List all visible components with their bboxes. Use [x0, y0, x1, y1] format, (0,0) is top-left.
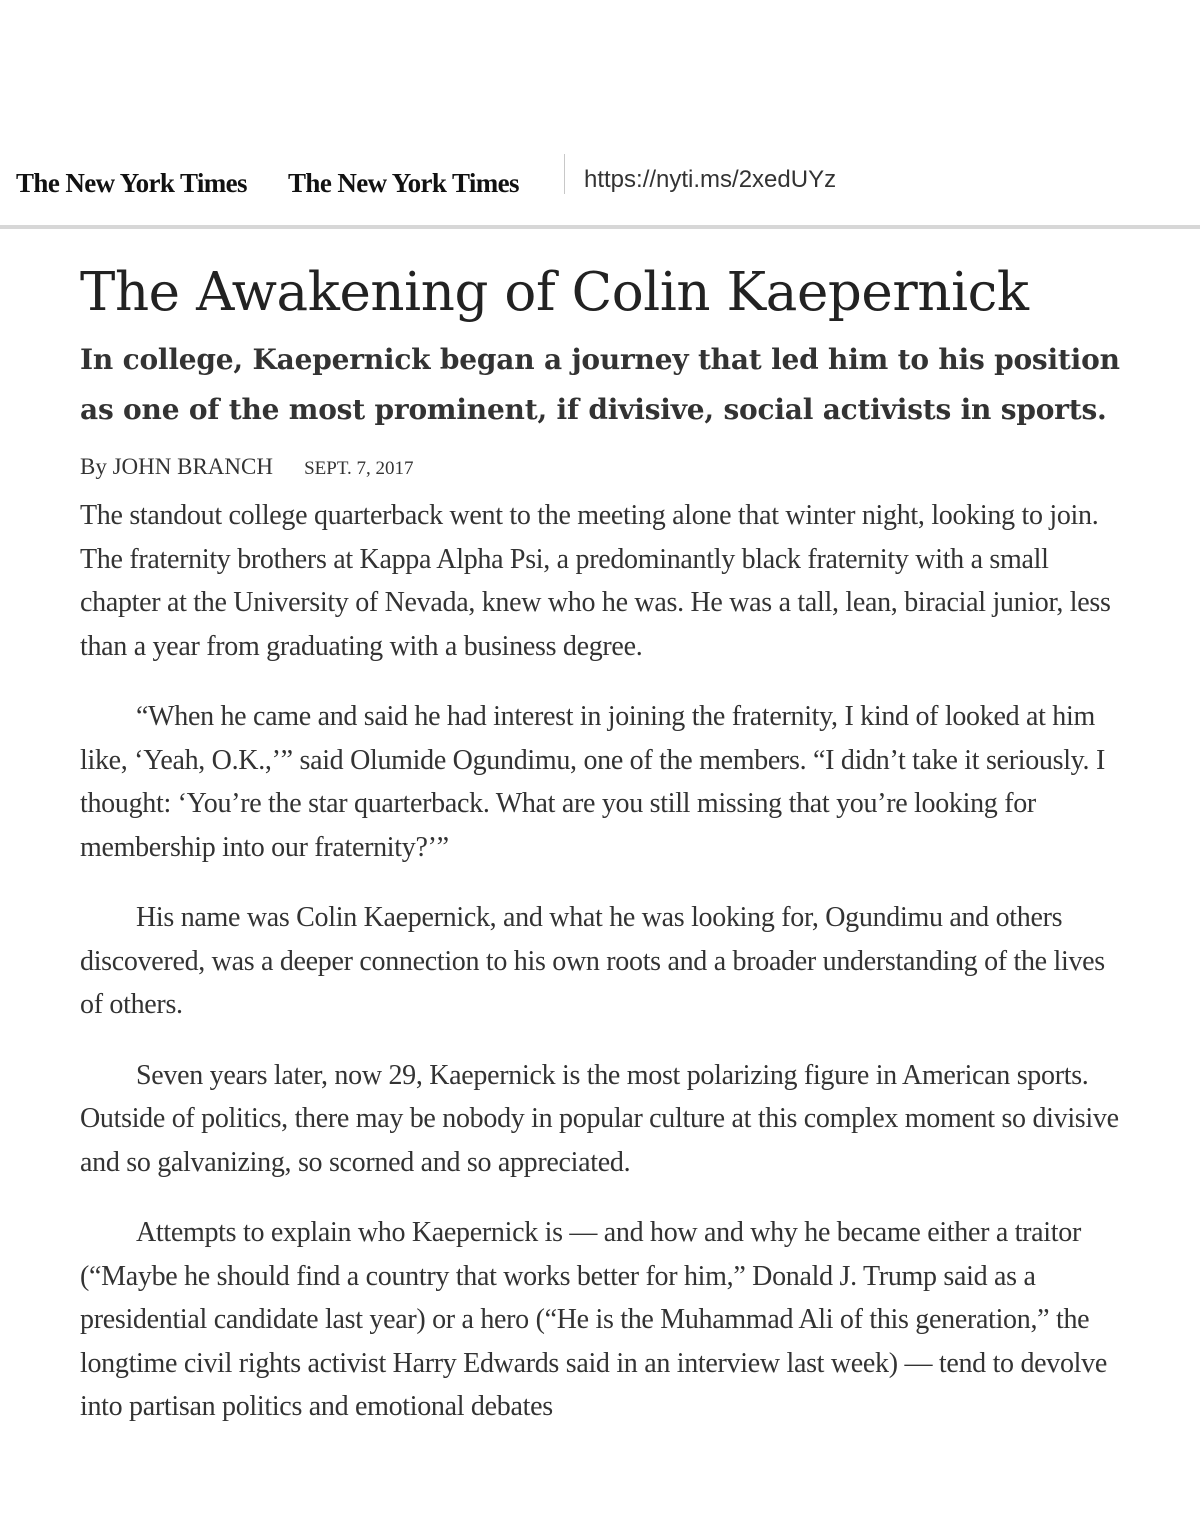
- article-summary: In college, Kaepernick began a journey that led him to his position as one of the most prominent, if divisive, social activists in sports.: [80, 343, 1120, 426]
- header-rule: [0, 225, 1200, 229]
- header-divider: [564, 154, 565, 194]
- dateline: SEPT. 7, 2017: [304, 458, 414, 479]
- article-headline: The Awakening of Colin Kaepernick: [80, 262, 1029, 323]
- byline: By JOHN BRANCH: [80, 454, 273, 479]
- article: [80, 255, 1125, 1456]
- byline-row: [80, 447, 1125, 487]
- body-paragraph: “When he came and said he had interest in joining the fraternity, I kind of looked at him like, ‘Yeah, O.K.,’” said Olumide Ogundimu, one of the members. “I didn’t take it seriously. I thought: ‘You’re the star quarterback. What are you still missing that you’re looking for membership into our fraternity?’”: [80, 701, 1105, 863]
- body-paragraph: The standout college quarterback went to the meeting alone that winter night, looking to join. The fraternity brothers at Kappa Alpha Psi, a predominantly black fraternity with a small chapter at the University of Nevada, knew who he was. He was a tall, lean, biracial junior, less than a year from graduating with a business degree.: [80, 500, 1111, 662]
- nyt-logo[interactable]: The New York Times: [16, 168, 247, 198]
- nyt-logo-secondary[interactable]: The New York Times: [288, 168, 519, 198]
- masthead: [0, 150, 1200, 210]
- body-paragraph: His name was Colin Kaepernick, and what he was looking for, Ogundimu and others discovered, was a deeper connection to his own roots and a broader understanding of the lives of others.: [80, 902, 1105, 1020]
- body-paragraph: Seven years later, now 29, Kaepernick is the most polarizing figure in American sports. Outside of politics, there may be nobody in popular culture at this complex moment so divisive and so galvanizing, so scorned and so appreciated.: [80, 1059, 1119, 1178]
- short-url-link[interactable]: https://nyti.ms/2xedUYz: [584, 166, 837, 193]
- body-paragraph: Attempts to explain who Kaepernick is — and how and why he became either a traitor (“Maybe he should find a country that works better for him,” Donald J. Trump said as a presidential candidate last year) or a hero (“He is the Muhammad Ali of this generation,” the longtime civil rights activist Harry Edwards said in an interview last week) — tend to devolve into partisan politics and emotional debates: [80, 1217, 1107, 1422]
